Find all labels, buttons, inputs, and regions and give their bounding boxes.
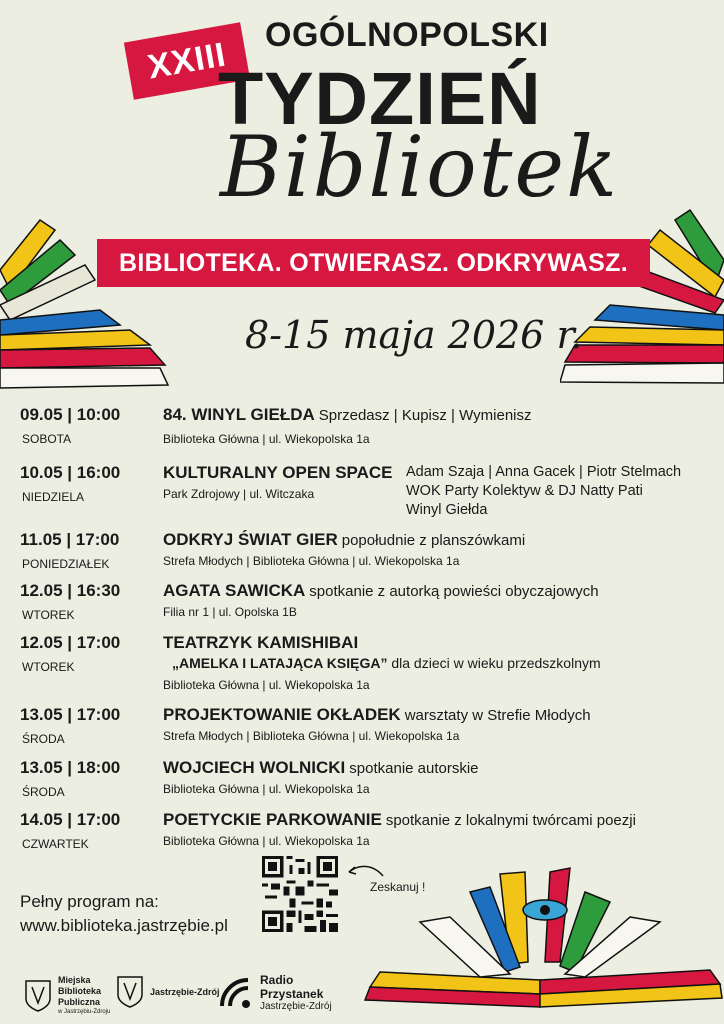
program-url-link[interactable]: www.biblioteka.jastrzębie.pl — [20, 916, 228, 935]
event-dates: 8-15 maja 2026 r. — [245, 313, 583, 357]
event-location: Biblioteka Główna | ul. Wiekopolska 1a — [163, 782, 370, 796]
radio-name-line: Radio — [260, 973, 294, 987]
event-time: 12.05 | 17:00 — [20, 633, 121, 652]
play-audience: dla dzieci w wieku przedszkolnym — [391, 655, 601, 671]
logo-line: Miejska — [58, 975, 91, 985]
logo-line: Biblioteka — [58, 986, 102, 996]
title-week: TYDZIEŃ — [218, 57, 542, 140]
event-day: PONIEDZIAŁEK — [22, 557, 110, 571]
play-title: „AMELKA I LATAJĄCA KSIĘGA” — [172, 655, 388, 671]
city-logo — [116, 975, 220, 1009]
radio-name-line: Przystanek — [260, 987, 324, 1001]
title-libraries: Bibliotek — [220, 118, 620, 216]
event-time: 10.05 | 16:00 — [20, 463, 121, 482]
event-title — [163, 810, 636, 830]
radio-logo — [218, 973, 332, 1013]
event-day: WTOREK — [22, 608, 75, 622]
event-time: 14.05 | 17:00 — [20, 810, 121, 829]
event-time: 12.05 | 16:30 — [20, 581, 121, 600]
event-location: Strefa Młodych | Biblioteka Główna | ul. Wiekopolska 1a — [163, 729, 460, 743]
event-day: SOBOTA — [22, 432, 72, 446]
event-title — [163, 633, 358, 653]
slogan-banner — [97, 239, 650, 287]
scan-label: Zeskanuj ! — [370, 880, 426, 894]
event-title-text: AGATA SAWICKA — [163, 581, 306, 600]
radio-waves-icon — [218, 976, 254, 1010]
radio-logo-text — [260, 973, 332, 1013]
event-day: ŚRODA — [22, 785, 65, 799]
logo-line: w Jastrzębiu-Zdroju — [58, 1009, 111, 1015]
event-day: CZWARTEK — [22, 837, 89, 851]
event-description: spotkanie z autorką powieści obyczajowych — [309, 583, 599, 600]
event-title-text: KULTURALNY OPEN SPACE — [163, 463, 393, 482]
crest-icon — [116, 975, 144, 1009]
event-title-text: ODKRYJ ŚWIAT GIER — [163, 530, 338, 549]
qr-code-icon[interactable] — [262, 856, 338, 932]
logo-line: Publiczna — [58, 997, 101, 1007]
event-title — [163, 581, 599, 601]
partner-logos — [0, 965, 724, 1024]
performer-line: Adam Szaja | Anna Gacek | Piotr Stelmach — [406, 464, 682, 480]
event-title — [163, 530, 525, 550]
event-location: Park Zdrojowy | ul. Witczaka — [163, 487, 315, 501]
event-title — [163, 705, 591, 725]
title-nationwide: OGÓLNOPOLSKI — [265, 16, 549, 54]
library-logo-text — [58, 975, 110, 1016]
event-description: warsztaty w Strefie Młodych — [404, 707, 591, 724]
slogan-text: BIBLIOTEKA. OTWIERASZ. ODKRYWASZ. — [119, 248, 628, 277]
event-day: WTOREK — [22, 660, 75, 674]
event-title-text: PROJEKTOWANIE OKŁADEK — [163, 705, 401, 724]
event-location: Strefa Młodych | Biblioteka Główna | ul. Wiekopolska 1a — [163, 554, 460, 568]
event-title-text: 84. WINYL GIEŁDA — [163, 405, 315, 424]
event-time: 13.05 | 18:00 — [20, 758, 121, 777]
performer-line: Winyl Giełda — [406, 502, 488, 518]
city-logo-text: Jastrzębie-Zdrój — [150, 986, 220, 997]
event-title-text: TEATRZYK KAMISHIBAI — [163, 633, 359, 652]
event-description: Sprzedasz | Kupisz | Wymienisz — [318, 407, 532, 424]
event-description — [172, 655, 601, 671]
event-day: NIEDZIELA — [22, 490, 85, 504]
event-title — [163, 405, 532, 425]
program-label: Pełny program na: — [20, 892, 159, 911]
event-location: Filia nr 1 | ul. Opolska 1B — [163, 605, 297, 619]
event-day: ŚRODA — [22, 732, 65, 746]
open-book-right-icon — [560, 205, 724, 395]
library-logo — [24, 975, 110, 1016]
event-description: spotkanie z lokalnymi twórcami poezji — [385, 812, 636, 829]
event-time: 09.05 | 10:00 — [20, 405, 121, 424]
performer-line: WOK Party Kolektyw & DJ Natty Pati — [406, 483, 643, 499]
poster-header — [0, 0, 724, 400]
event-description: spotkanie autorskie — [349, 760, 479, 777]
event-title — [163, 758, 479, 778]
event-location: Biblioteka Główna | ul. Wiekopolska 1a — [163, 678, 370, 692]
radio-sub-line: Jastrzębie-Zdrój — [260, 1001, 332, 1012]
edition-number: XXIII — [144, 34, 229, 87]
event-time: 11.05 | 17:00 — [20, 530, 120, 549]
program-info — [20, 890, 228, 938]
event-description: popołudnie z planszówkami — [341, 532, 526, 549]
crest-icon — [24, 979, 52, 1013]
event-title-text: POETYCKIE PARKOWANIE — [163, 810, 382, 829]
event-location: Biblioteka Główna | ul. Wiekopolska 1a — [163, 834, 370, 848]
event-title-text: WOJCIECH WOLNICKI — [163, 758, 346, 777]
event-performers — [406, 463, 681, 520]
event-time: 13.05 | 17:00 — [20, 705, 121, 724]
event-location: Biblioteka Główna | ul. Wiekopolska 1a — [163, 432, 370, 446]
event-title — [163, 463, 393, 483]
